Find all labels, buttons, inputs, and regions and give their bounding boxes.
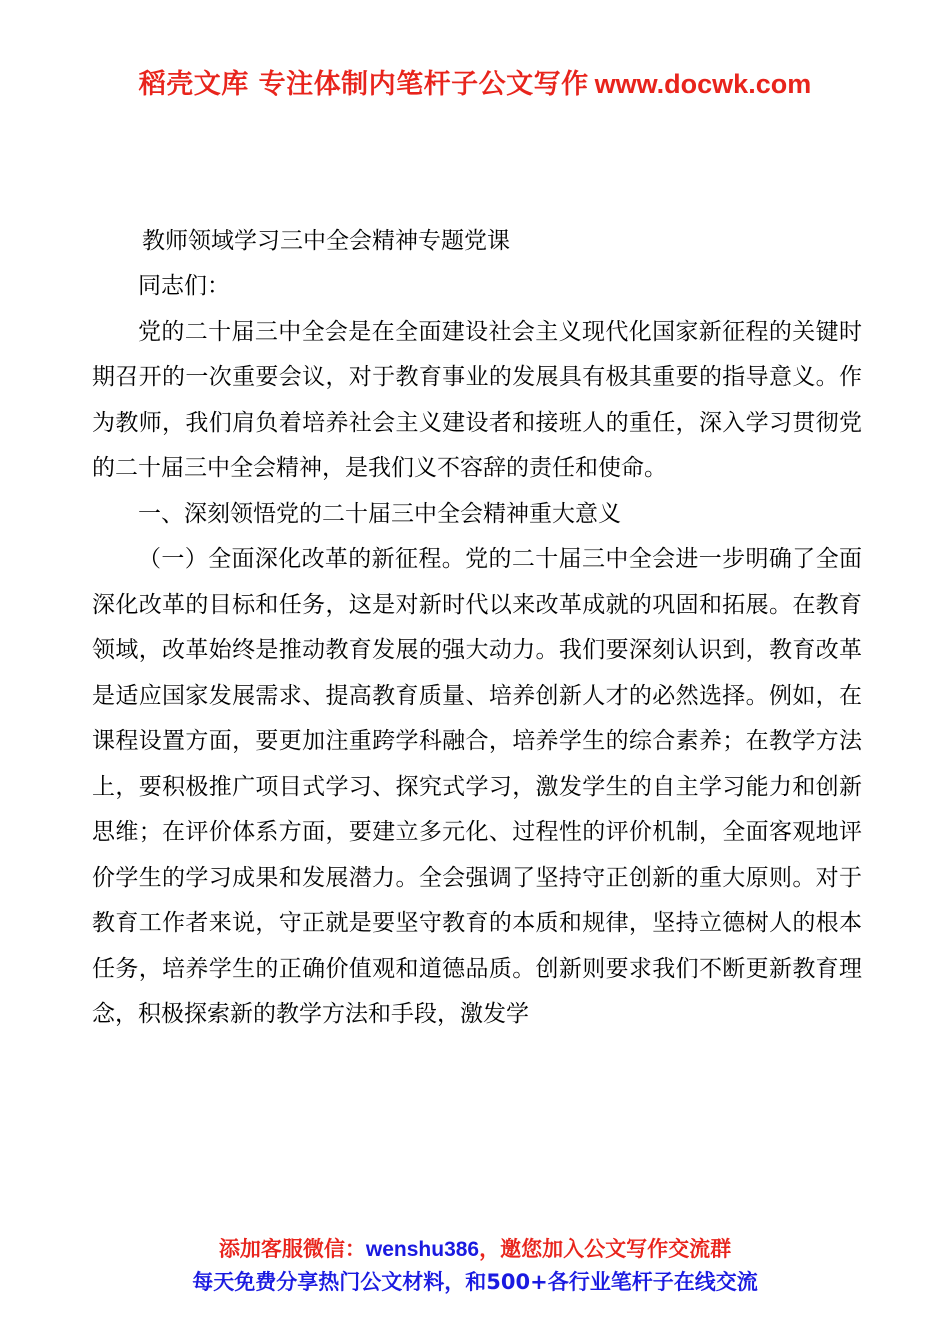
header-watermark [0, 62, 950, 101]
document-body [92, 218, 862, 1038]
site-brand-label: 稻壳文库 专注体制内笔杆子公文写作 [138, 69, 589, 100]
site-url-label: www.docwk.com [594, 69, 812, 99]
paragraph-subsection-1-1: （一）全面深化改革的新征程。党的二十届三中全会进一步明确了全面深化改革的目标和任务，这是对新时代以来改革成就的巩固和拓展。在教育领域，改革始终是推动教育发展的强大动力。我们要深刻认识到，教育改革是适应国家发展需求、提高教育质量、培养创新人才的必然选择。例如，在课程设置方面，要更加注重跨学科融合，培养学生的综合素养；在教学方法上，要积极推广项目式学习、探究式学习，激发学生的自主学习能力和创新思维；在评价体系方面，要建立多元化、过程性的评价机制，全面客观地评价学生的学习成果和发展潜力。全会强调了坚持守正创新的重大原则。对于教育工作者来说，守正就是要坚守教育的本质和规律，坚持立德树人的根本任务，培养学生的正确价值观和道德品质。创新则要求我们不断更新教育理念，积极探索新的教学方法和手段，激发学 [92, 546, 862, 1027]
document-title: 教师领域学习三中全会精神专题党课 [142, 228, 510, 254]
paragraph-section-heading-1: 一、深刻领悟党的二十届三中全会精神重大意义 [138, 500, 621, 527]
paragraph-intro: 党的二十届三中全会是在全面建设社会主义现代化国家新征程的关键时期召开的一次重要会议，对于教育事业的发展具有极其重要的指导意义。作为教师，我们肩负着培养社会主义建设者和接班人的重任，深入学习贯彻党的二十届三中全会精神，是我们义不容辞的责任和使命。 [92, 318, 862, 481]
footer-promo-line: 每天免费分享热门公文材料，和500+各行业笔杆子在线交流 [192, 1270, 758, 1294]
footer-contact-suffix: ，邀您加入公文写作交流群 [479, 1237, 732, 1261]
footer-contact-prefix: 添加客服微信： [218, 1237, 366, 1261]
paragraph-salutation: 同志们： [138, 273, 230, 299]
footer-watermark [0, 1234, 950, 1299]
footer-contact-line [0, 1234, 950, 1265]
footer-wechat-id: wenshu386 [365, 1238, 480, 1261]
